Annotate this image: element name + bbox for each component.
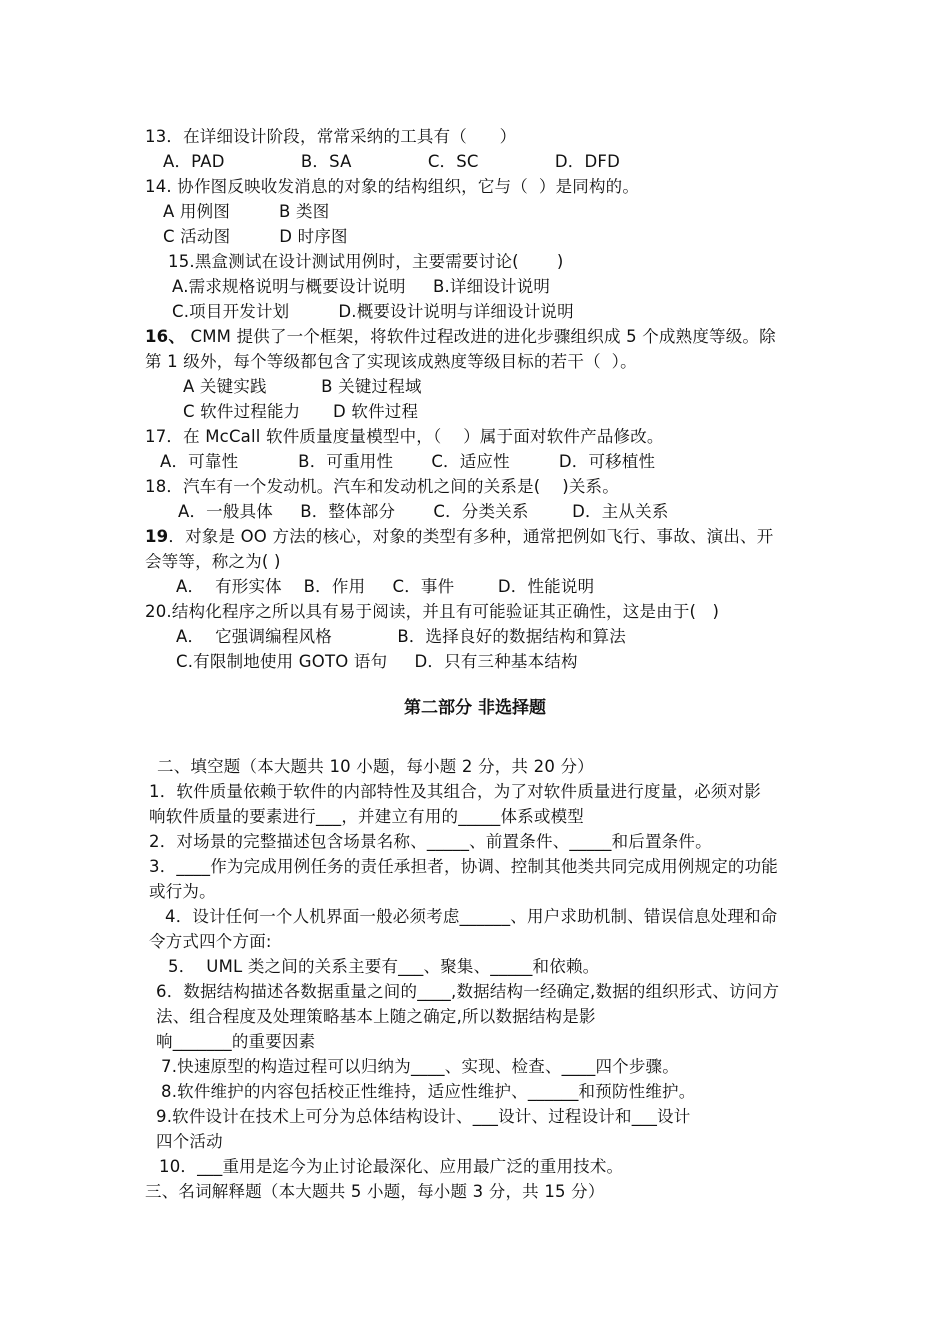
question-19-options: A． 有形实体 B．作用 C．事件 D．性能说明 <box>176 577 595 596</box>
question-20-options-row-2: C.有限制地使用 GOTO 语句 D．只有三种基本结构 <box>176 652 578 671</box>
fill-item-8: 8.软件维护的内容包括校正性维持，适应性维护、______和预防性维护。 <box>161 1082 696 1101</box>
question-14-stem: 14. 协作图反映收发消息的对象的结构组织，它与（ ）是同构的。 <box>145 177 640 196</box>
fill-in-heading: 二、填空题（本大题共 10 小题，每小题 2 分，共 20 分） <box>157 757 594 776</box>
question-15-options-row-1: A.需求规格说明与概要设计说明 B.详细设计说明 <box>172 277 551 296</box>
question-15-options-row-2: C.项目开发计划 D.概要设计说明与详细设计说明 <box>172 302 574 321</box>
question-16-options-row-2: C 软件过程能力 D 软件过程 <box>183 402 419 421</box>
fill-item-1-line-1: 1．软件质量依赖于软件的内部特性及其组合，为了对软件质量进行度量，必须对影 <box>149 782 761 801</box>
fill-item-6-line-3: 响_______的重要因素 <box>156 1032 316 1051</box>
question-16-stem-line-1 <box>145 326 776 348</box>
question-17-stem: 17．在 McCall 软件质量度量模型中，（ ）属于面对软件产品修改。 <box>145 427 664 446</box>
question-19-stem-line-2: 会等等，称之为( ) <box>145 552 281 571</box>
part-two-title: 第二部分 非选择题 <box>404 698 546 718</box>
question-16-stem-text: CMM 提供了一个框架，将软件过程改进的进化步骤组织成 5 个成熟度等级。除 <box>185 327 776 346</box>
question-20-stem: 20.结构化程序之所以具有易于阅读，并且有可能验证其正确性，这是由于( ) <box>145 602 720 621</box>
fill-item-5: 5． UML 类之间的关系主要有___、聚集、_____和依赖。 <box>168 957 600 976</box>
fill-item-9-line-1: 9.软件设计在技术上可分为总体结构设计、___设计、过程设计和___设计 <box>156 1107 691 1126</box>
question-16-number: 16、 <box>145 327 186 346</box>
question-15-stem: 15.黑盒测试在设计测试用例时，主要需要讨论( ) <box>168 252 564 271</box>
fill-item-4-line-2: 令方式四个方面: <box>149 932 272 951</box>
question-14-options-row-1: A 用例图 B 类图 <box>163 202 330 221</box>
terms-heading: 三、名词解释题（本大题共 5 小题，每小题 3 分，共 15 分） <box>145 1182 605 1201</box>
fill-item-4-line-1: 4．设计任何一个人机界面一般必须考虑______、用户求助机制、错误信息处理和命 <box>165 907 778 926</box>
question-16-stem-line-2: 第 1 级外，每个等级都包含了实现该成熟度等级目标的若干（ ）。 <box>145 352 637 371</box>
fill-item-3-line-1: 3．____作为完成用例任务的责任承担者，协调、控制其他类共同完成用例规定的功能 <box>149 857 778 876</box>
question-17-options: A．可靠性 B．可重用性 C．适应性 D．可移植性 <box>160 452 656 471</box>
fill-item-3-line-2: 或行为。 <box>149 882 216 901</box>
question-19-number: 19 <box>145 527 169 546</box>
question-18-stem: 18．汽车有一个发动机。汽车和发动机之间的关系是( )关系。 <box>145 477 619 496</box>
question-16-options-row-1: A 关键实践 B 关键过程域 <box>183 377 422 396</box>
fill-item-6-line-2: 法、组合程度及处理策略基本上随之确定,所以数据结构是影 <box>156 1007 596 1026</box>
question-19-stem-text: ．对象是 OO 方法的核心，对象的类型有多种，通常把例如飞行、事故、演出、开 <box>168 527 774 546</box>
question-13-options: A．PAD B．SA C．SC D．DFD <box>163 152 620 171</box>
question-18-options: A．一般具体 B．整体部分 C．分类关系 D．主从关系 <box>178 502 669 521</box>
question-19-stem-line-1 <box>145 526 773 548</box>
fill-item-10: 10．___重用是迄今为止讨论最深化、应用最广泛的重用技术。 <box>159 1157 624 1176</box>
fill-item-2: 2．对场景的完整描述包含场景名称、_____、前置条件、_____和后置条件。 <box>149 832 712 851</box>
fill-item-9-line-2: 四个活动 <box>156 1132 223 1151</box>
question-20-options-row-1: A． 它强调编程风格 B．选择良好的数据结构和算法 <box>176 627 626 646</box>
question-13-stem: 13．在详细设计阶段，常常采纳的工具有（ ） <box>145 127 517 146</box>
fill-item-6-line-1: 6．数据结构描述各数据重量之间的____,数据结构一经确定,数据的组织形式、访问方 <box>156 982 780 1001</box>
fill-item-1-line-2: 响软件质量的要素进行___，并建立有用的_____体系或模型 <box>149 807 584 826</box>
fill-item-7: 7.快速原型的构造过程可以归纳为____、实现、检查、____四个步骤。 <box>161 1057 679 1076</box>
question-14-options-row-2: C 活动图 D 时序图 <box>163 227 348 246</box>
